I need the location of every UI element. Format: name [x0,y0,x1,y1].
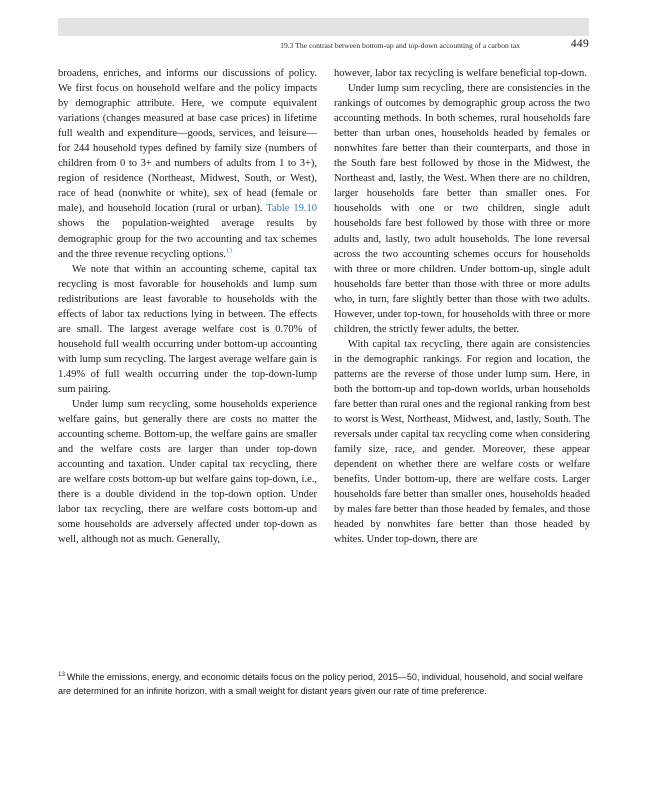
right-paragraph-2: Under lump sum recycling, there are consistencies in the rankings of outcomes by demographic group across the two accounting methods. In both schemes, rural households fare better than urban ones, households headed by females or nonwhites fare better than their counterparts, and those in the South fare best followed by those in the Midwest, the Northeast and, lastly, the West. When there are no children, larger households fare better than smaller ones. For households with one or two children, single adult households fare best followed by those with three or more adults and, lastly, two adult households. The lone reversal across the two accounting schemes occurs for households with three or more children. Under bottom-up, single adult households fare better than those with three or more adults who, in turn, fare slightly better than those with two adults. However, under top-town, for households with three or more children, the strictly fewer adults, the better. [334,83,590,335]
footnote-13-reference[interactable]: 13 [225,247,233,255]
table-19-10-link[interactable]: Table 19.10 [266,203,317,215]
footnote-13 [58,671,586,698]
running-title: 19.3 The contrast between bottom-up and top-down accounting of a carbon tax [280,41,520,50]
running-header [58,38,589,54]
right-paragraph-1: however, labor tax recycling is welfare beneficial top-down. [334,68,587,79]
left-paragraph-2: We note that within an accounting scheme, capital tax recycling is most favorable for households and lump sum redistributions are least favorable to households with the effects of labor tax reductions lying in between. The effects are small. The largest average welfare cost is 0.70% of household full wealth occurring under bottom-up accounting with lump sum recycling. The largest average welfare gain is 1.49% of full wealth occurring under the top-down-lump sum pairing. [58,263,317,395]
left-paragraph-3: Under lump sum recycling, some households experience welfare gains, but generally there are costs no matter the accounting scheme. Bottom-up, the welfare gains are smaller and the welfare costs are larger than under top-down accounting and taxation. Under capital tax recycling, there are welfare costs bottom-up but welfare gains top-down, i.e., there is a double dividend in the top-down option. Under labor tax recycling, there are welfare costs bottom-up and some households are adversely affected under top-down as well, although not as much. Generally, [58,399,317,546]
footnote-text: While the emissions, energy, and economic details focus on the policy period, 2015—50, individual, household, and social welfare are determined for an infinite horizon, with a small weight for distant years given our rate of time preference. [58,672,584,696]
page-number: 449 [570,38,589,50]
left-paragraph-1-text-b: shows the population-weighted average results by demographic group for the two accounting and tax schemes and the three revenue recycling options. [58,218,317,260]
footnote-separator [58,668,589,669]
right-paragraph-3: With capital tax recycling, there again are consistencies in the demographic rankings. For region and location, the patterns are the reverse of those under lump sum. Here, in both the bottom-up and top-down worlds, urban households fare better than rural ones and the regional ranking from best to worst is West, Northeast, Midwest, and, lastly, South. The reversals under capital tax recycling come when considering family size, race, and gender. Moreover, these appear dependent on whether there are welfare costs or welfare benefits. Under bottom-up, there are welfare costs. Larger households fare better than smaller ones, households headed by males fare better than those headed by females, and those headed by nonwhites fare better than those headed by whites. Under top-down, there are [334,338,590,546]
header-band [58,18,589,36]
right-column [334,66,590,548]
left-paragraph-1-text-a: broadens, enriches, and informs our discussions of policy. We first focus on household welfare and the policy impacts by demographic attribute. Here, we compute equivalent variations (changes measured at base case prices) in lifetime full wealth and expenditure—goods, services, and leisure—for 244 household types defined by family size (numbers of children from 0 to 3+ and numbers of adults from 1 to 3+), region of residence (Northeast, Midwest, South, or West), race of head (nonwhite or white), sex of head (female or male), and household location (rural or urban). [58,68,317,215]
footnote-number: 13 [58,671,65,678]
left-paragraph-1 [58,66,317,262]
left-column [58,66,317,548]
